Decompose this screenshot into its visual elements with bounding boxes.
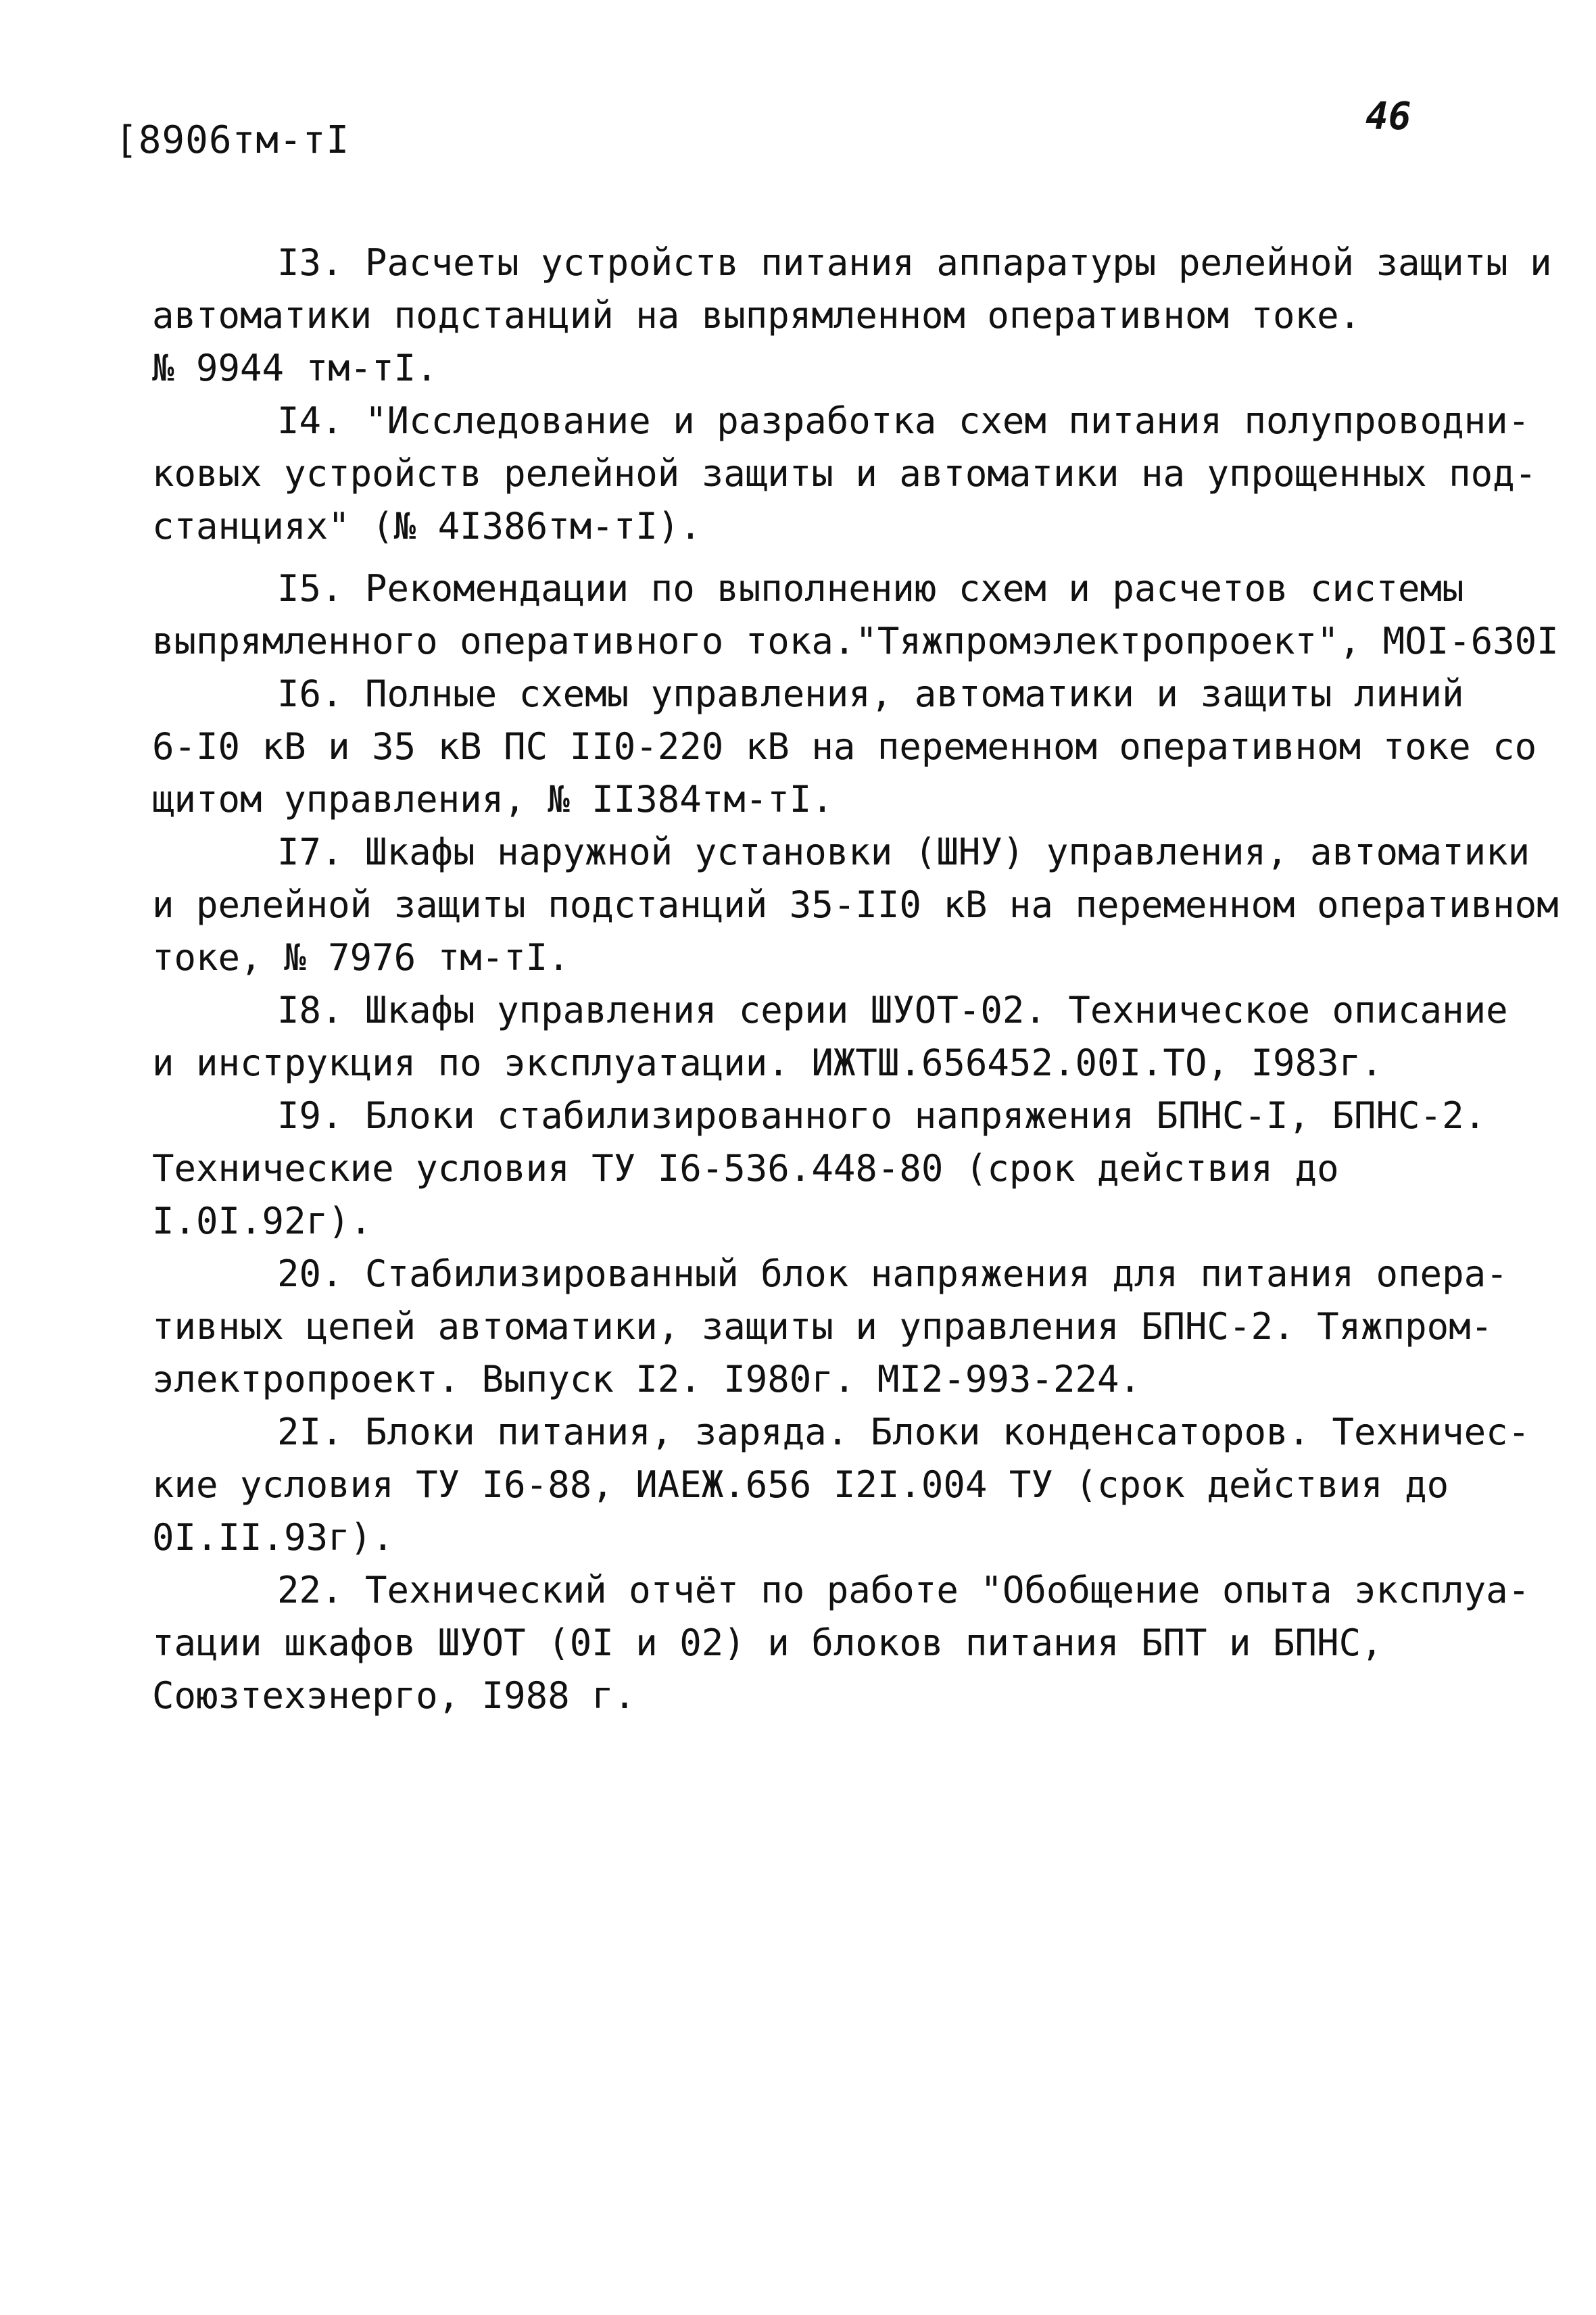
ref-13-line-2: автоматики подстанций на выпрямленном оперативном токе. (152, 294, 1361, 337)
ref-17-line-2: и релейной защиты подстанций 35-II0 кВ на переменном оперативном (152, 883, 1559, 926)
ref-14-line-2: ковых устройств релейной защиты и автоматики на упрощенных под- (152, 452, 1537, 495)
ref-20-line-1: 20. Стабилизированный блок напряжения для питания опера- (277, 1252, 1508, 1295)
ref-16-line-3: щитом управления, № II384тм-тI. (152, 778, 833, 821)
ref-19-line-1: I9. Блоки стабилизированного напряжения БПНС-I, БПНС-2. (277, 1094, 1486, 1137)
ref-16-line-1: I6. Полные схемы управления, автоматики и защиты линий (277, 673, 1464, 715)
ref-16-line-2: 6-I0 кВ и 35 кВ ПС II0-220 кВ на переменном оперативном токе со (152, 725, 1537, 768)
ref-18-line-2: и инструкция по эксплуатации. ИЖТШ.656452.00I.ТО, I983г. (152, 1042, 1383, 1084)
ref-14-line-1: I4. "Исследование и разработка схем питания полупроводни- (277, 399, 1530, 442)
ref-19-line-3: I.0I.92г). (152, 1200, 372, 1242)
ref-15-line-2: выпрямленного оперативного тока."Тяжпромэлектропроект", МОI-630I (152, 620, 1559, 662)
ref-22-line-3: Союзтехэнерго, I988 г. (152, 1674, 636, 1717)
ref-17-line-3: токе, № 7976 тм-тI. (152, 936, 570, 979)
ref-17-line-1: I7. Шкафы наружной установки (ШНУ) управления, автоматики (277, 831, 1530, 873)
ref-13-line-3: № 9944 тм-тI. (152, 347, 438, 389)
ref-14-line-3: станциях" (№ 4I386тм-тI). (152, 505, 702, 547)
ref-20-line-2: тивных цепей автоматики, защиты и управления БПНС-2. Тяжпром- (152, 1305, 1493, 1348)
ref-22-line-2: тации шкафов ШУОТ (0I и 02) и блоков питания БПТ и БПНС, (152, 1622, 1383, 1664)
ref-13-line-1: I3. Расчеты устройств питания аппаратуры релейной защиты и (277, 241, 1552, 284)
ref-21-line-2: кие условия ТУ I6-88, ИАЕЖ.656 I2I.004 ТУ (срок действия до (152, 1463, 1449, 1506)
ref-21-line-1: 2I. Блоки питания, заряда. Блоки конденсаторов. Техничес- (277, 1411, 1530, 1453)
document-code: [8906тм-тI (115, 118, 350, 162)
ref-15-line-1: I5. Рекомендации по выполнению схем и расчетов системы (277, 567, 1464, 610)
ref-20-line-3: электропроект. Выпуск I2. I980г. МI2-993-224. (152, 1358, 1141, 1400)
ref-21-line-3: 0I.II.93г). (152, 1516, 394, 1559)
ref-18-line-1: I8. Шкафы управления серии ШУОТ-02. Техническое описание (277, 989, 1508, 1031)
page-number: 46 (1365, 95, 1411, 139)
ref-19-line-2: Технические условия ТУ I6-536.448-80 (срок действия до (152, 1147, 1339, 1190)
ref-22-line-1: 22. Технический отчёт по работе "Обобщение опыта эксплуа- (277, 1569, 1530, 1611)
